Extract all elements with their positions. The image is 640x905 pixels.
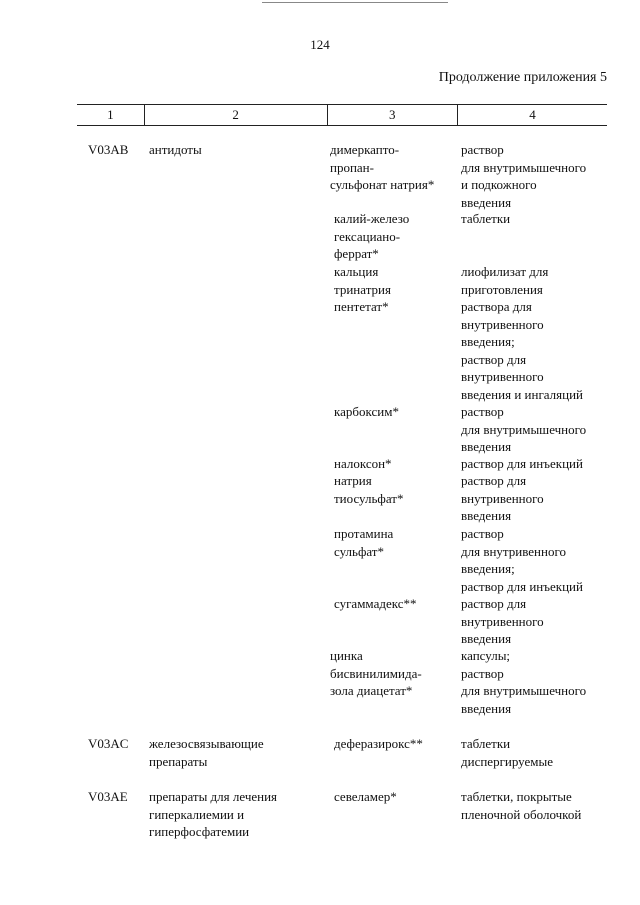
drug-name: димеркапто- пропан- сульфонат натрия*: [330, 142, 435, 192]
drug-name: деферазирокс**: [334, 736, 423, 751]
group-name: препараты для лечения гиперкалиемии и гиперфосфатемии: [149, 789, 278, 839]
table-header: [77, 104, 607, 126]
drug-name: натрия тиосульфат*: [334, 473, 404, 506]
dosage-form: раствор для инъекций: [461, 456, 583, 471]
drug-name: севеламер*: [334, 789, 397, 804]
dosage-form: раствор для внутривенного введения: [461, 596, 544, 646]
appendix-caption: Продолжение приложения 5: [438, 70, 607, 85]
dosage-form: лиофилизат для приготовления раствора для внутривенного введения; раствор для внутривенного введения и ингаляций: [461, 264, 584, 402]
column-header-2: 2: [145, 105, 328, 125]
column-header-1: 1: [77, 105, 145, 125]
dosage-form: раствор для внутримышечного введения: [461, 404, 587, 454]
group-name: антидоты: [149, 142, 202, 157]
dosage-form: капсулы; раствор для внутримышечного введения: [461, 648, 587, 716]
drug-name: налоксон*: [334, 456, 392, 471]
drug-name: цинка бисвинилимида- зола диацетат*: [330, 648, 422, 698]
page-number: 124: [310, 37, 330, 52]
drug-name: карбоксим*: [334, 404, 399, 419]
group-code: V03AE: [88, 789, 128, 804]
column-header-3: 3: [328, 105, 458, 125]
drug-name: кальция тринатрия пентетат*: [334, 264, 391, 314]
drug-name: протамина сульфат*: [334, 526, 394, 559]
dosage-form: таблетки: [461, 211, 511, 226]
dosage-form: таблетки диспергируемые: [461, 736, 554, 769]
dosage-form: таблетки, покрытые пленочной оболочкой: [461, 789, 582, 822]
group-code: V03AC: [88, 736, 129, 751]
drug-name: калий-железо гексациано- феррат*: [334, 211, 410, 261]
group-code: V03AB: [88, 142, 129, 157]
dosage-form: раствор для внутримышечного и подкожного введения: [461, 142, 587, 210]
group-name: железосвязывающие препараты: [149, 736, 264, 769]
dosage-form: раствор для внутривенного введения: [461, 473, 544, 523]
dosage-form: раствор для внутривенного введения; раствор для инъекций: [461, 526, 583, 594]
drug-name: сугаммадекс**: [334, 596, 417, 611]
column-header-4: 4: [529, 107, 536, 122]
top-rule: [262, 2, 448, 3]
